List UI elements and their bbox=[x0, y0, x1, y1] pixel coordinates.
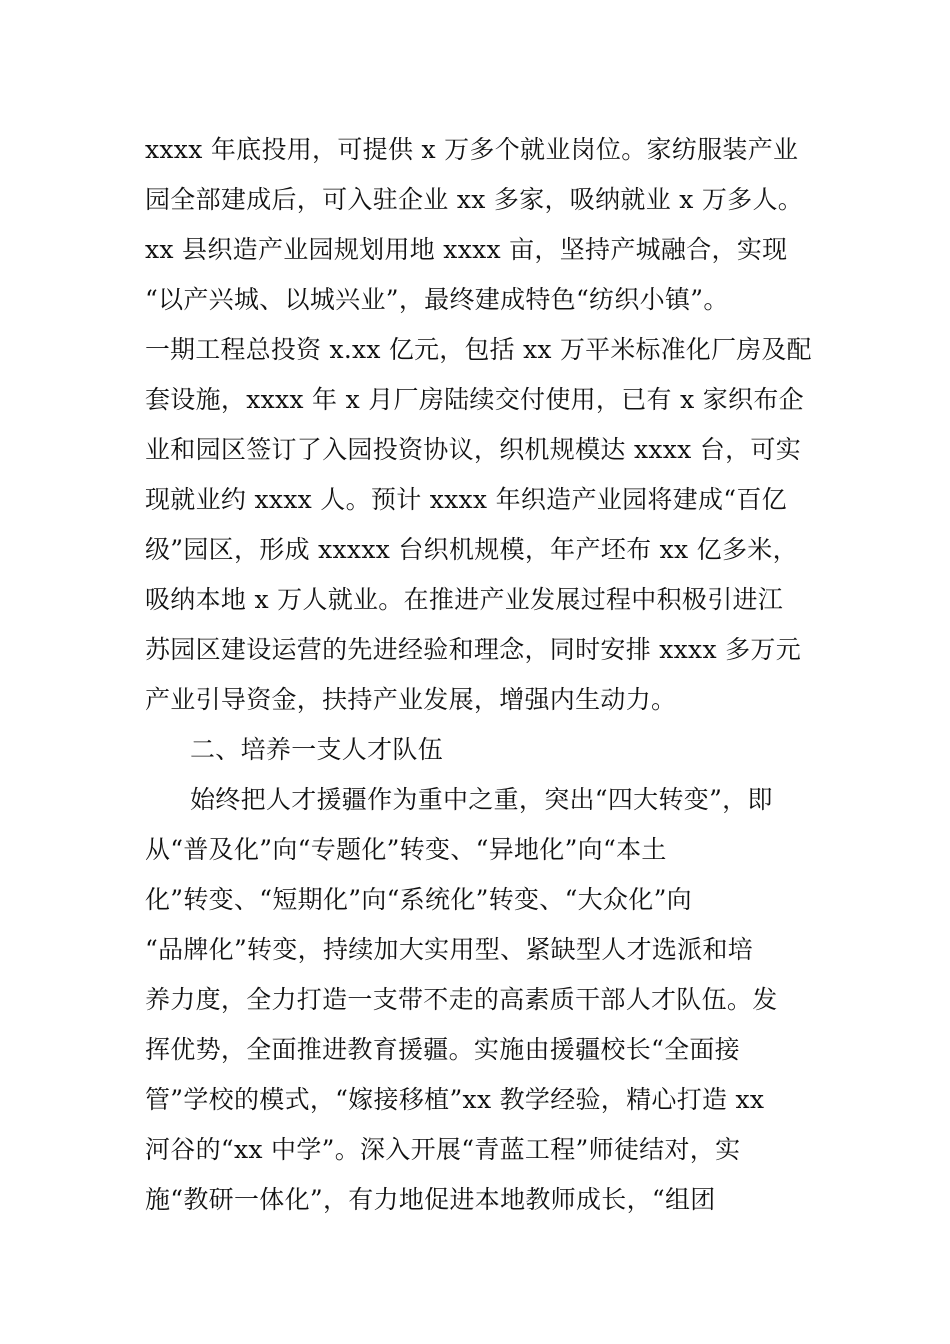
body-text-line: 级”园区，形成 xxxxx 台织机规模，年产坯布 xx 亿多米， bbox=[145, 535, 798, 564]
body-text-line: 苏园区建设运营的先进经验和理念，同时安排 xxxx 多万元 bbox=[145, 635, 801, 664]
body-text-line: 施“教研一体化”，有力地促进本地教师成长，“组团 bbox=[145, 1185, 716, 1214]
body-text-line: xx 县织造产业园规划用地 xxxx 亩，坚持产城融合，实现 bbox=[145, 235, 788, 264]
body-text-line: 管”学校的模式，“嫁接移植”xx 教学经验，精心打造 xx bbox=[145, 1085, 765, 1114]
body-text-line: 吸纳本地 x 万人就业。在推进产业发展过程中积极引进江 bbox=[145, 585, 784, 614]
body-text-line: 始终把人才援疆作为重中之重，突出“四大转变”，即 bbox=[190, 785, 773, 814]
body-text-line: 从“普及化”向“专题化”转变、“异地化”向“本土 bbox=[145, 835, 667, 864]
body-text-line: 化”转变、“短期化”向“系统化”转变、“大众化”向 bbox=[145, 885, 692, 914]
body-text-line: 业和园区签订了入园投资协议，织机规模达 xxxx 台，可实 bbox=[145, 435, 801, 464]
body-text-line: 现就业约 xxxx 人。预计 xxxx 年织造产业园将建成“百亿 bbox=[145, 485, 787, 514]
body-text-line: 一期工程总投资 x.xx 亿元，包括 xx 万平米标准化厂房及配 bbox=[145, 335, 812, 364]
body-text-line: 河谷的“xx 中学”。深入开展“青蓝工程”师徒结对，实 bbox=[145, 1135, 741, 1164]
section-heading: 二、培养一支人才队伍 bbox=[190, 735, 444, 764]
body-text-line: 养力度，全力打造一支带不走的高素质干部人才队伍。发 bbox=[145, 985, 778, 1014]
body-text-line: 园全部建成后，可入驻企业 xx 多家，吸纳就业 x 万多人。 bbox=[145, 185, 804, 214]
body-text-line: 挥优势，全面推进教育援疆。实施由援疆校长“全面接 bbox=[145, 1035, 740, 1064]
body-text-line: xxxx 年底投用，可提供 x 万多个就业岗位。家纺服装产业 bbox=[145, 135, 799, 164]
body-text-line: 套设施，xxxx 年 x 月厂房陆续交付使用，已有 x 家织布企 bbox=[145, 385, 804, 414]
body-text-line: “品牌化”转变，持续加大实用型、紧缺型人才选派和培 bbox=[145, 935, 754, 964]
body-text-line: 产业引导资金，扶持产业发展，增强内生动力。 bbox=[145, 685, 677, 714]
body-text-line: “以产兴城、以城兴业”，最终建成特色“纺织小镇”。 bbox=[145, 285, 729, 314]
